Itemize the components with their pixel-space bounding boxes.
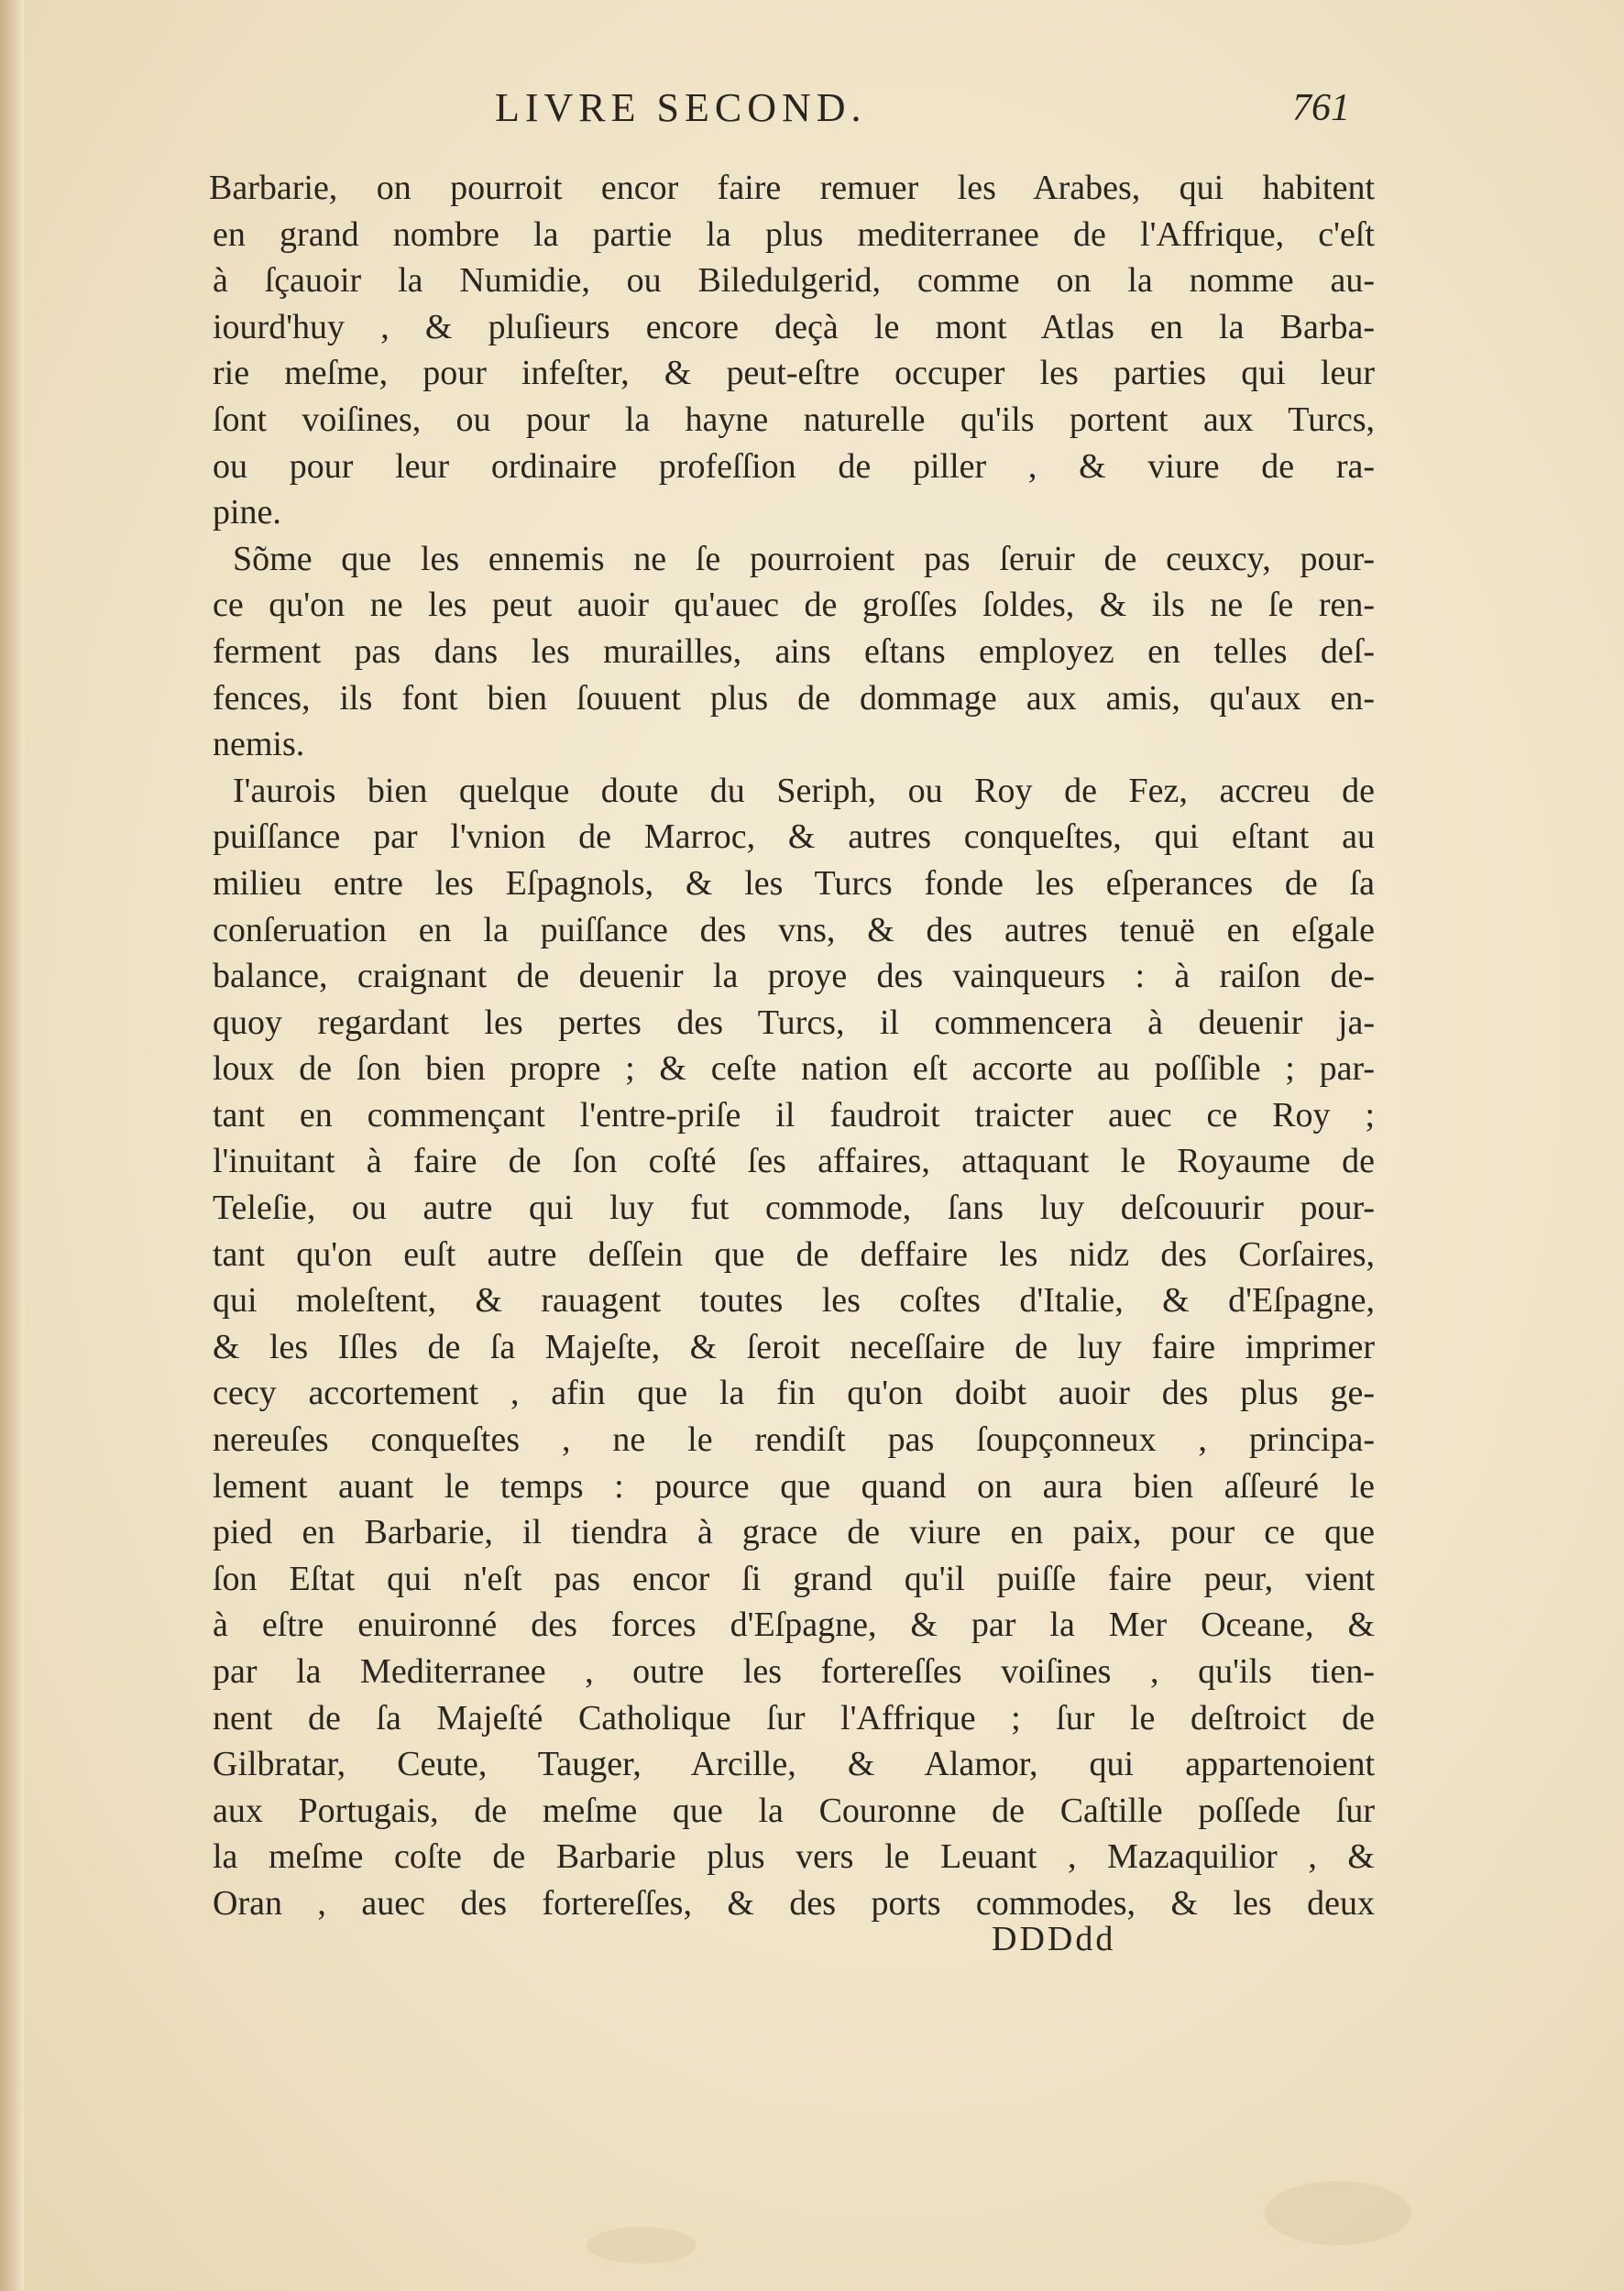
text-line: cecy accortement , afin que la fin qu'on doibt auoir des plus ge- xyxy=(213,1374,1375,1413)
paper-stain xyxy=(587,2227,697,2264)
text-line: Teleſie, ou autre qui luy fut commode, ſans luy deſcouurir pour- xyxy=(213,1189,1375,1228)
page-number: 761 xyxy=(1292,87,1350,129)
text-line: conſeruation en la puiſſance des vns, & des autres tenuë en eſgale xyxy=(213,910,1375,949)
text-line: lement auant le temps : pource que quand on aura bien aſſeuré le xyxy=(213,1466,1375,1506)
text-line: ce qu'on ne les peut auoir qu'auec de groſſes ſoldes, & ils ne ſe ren- xyxy=(213,586,1375,625)
text-line: à eſtre enuironné des forces d'Eſpagne, & par la Mer Oceane, & xyxy=(213,1606,1375,1645)
text-line: par la Mediterranee , outre les fortereſſes voiſines , qu'ils tien- xyxy=(213,1652,1375,1691)
signature-mark: DDDdd xyxy=(992,1920,1116,1958)
paper-stain xyxy=(1265,2181,1411,2245)
text-line: ou pour leur ordinaire profeſſion de piller , & viure de ra- xyxy=(213,446,1375,486)
text-line: ſont voiſines, ou pour la hayne naturelle qu'ils portent aux Turcs, xyxy=(213,400,1375,439)
text-line: rie meſme, pour infeſter, & peut-eſtre occuper les parties qui leur xyxy=(213,354,1375,393)
text-line: tant qu'on euſt autre deſſein que de deffaire les nidz des Corſaires, xyxy=(213,1234,1375,1274)
text-line: nent de ſa Majeſté Catholique ſur l'Affrique ; ſur le deſtroict de xyxy=(213,1698,1375,1737)
text-line: loux de ſon bien propre ; & ceſte nation eſt accorte au poſſible ; par- xyxy=(213,1049,1375,1089)
text-line: Gilbratar, Ceute, Tauger, Arcille, & Alamor, qui appartenoient xyxy=(213,1745,1375,1784)
text-line: Barbarie, on pourroit encor faire remuer les Arabes, qui habitent xyxy=(209,169,1375,207)
page-gutter-shadow xyxy=(0,0,24,2291)
text-line: aux Portugais, de meſme que la Couronne de Caſtille poſſede ſur xyxy=(213,1791,1375,1830)
text-line: puiſſance par l'vnion de Marroc, & autres conqueſtes, qui eſtant au xyxy=(213,817,1375,857)
text-line: pied en Barbarie, il tiendra à grace de viure en paix, pour ce que xyxy=(213,1513,1375,1552)
text-line: tant en commençant l'entre-priſe il faudroit traicter auec ce Roy ; xyxy=(213,1095,1375,1135)
text-line: à ſçauoir la Numidie, ou Biledulgerid, comme on la nomme au- xyxy=(213,261,1375,301)
text-line: quoy regardant les pertes des Turcs, il commencera à deuenir ja- xyxy=(213,1003,1375,1042)
text-line: nemis. xyxy=(213,725,305,764)
text-line: qui moleſtent, & rauagent toutes les coſtes d'Italie, & d'Eſpagne, xyxy=(213,1281,1375,1321)
running-head xyxy=(183,84,1375,148)
text-line: ferment pas dans les murailles, ains eſtans employez en telles deſ- xyxy=(213,631,1375,671)
text-line: pine. xyxy=(213,493,281,532)
text-line: la meſme coſte de Barbarie plus vers le Leuant , Mazaquilior , & xyxy=(213,1837,1375,1877)
running-head-title: LIVRE SECOND. xyxy=(495,85,867,130)
body-text xyxy=(209,165,1375,1927)
text-line: nereuſes conqueſtes , ne le rendiſt pas ſoupçonneux , principa- xyxy=(213,1420,1375,1460)
text-line: l'inuitant à faire de ſon coſté ſes affaires, attaquant le Royaume de xyxy=(213,1142,1375,1181)
text-line: fences, ils font bien ſouuent plus de dommage aux amis, qu'aux en- xyxy=(213,678,1375,718)
text-line: balance, craignant de deuenir la proye des vainqueurs : à raiſon de- xyxy=(213,957,1375,996)
text-line: Oran , auec des fortereſſes, & des ports commodes, & les deux xyxy=(213,1883,1375,1923)
text-line: iourd'huy , & pluſieurs encore deçà le mont Atlas en la Barba- xyxy=(213,307,1375,346)
text-line: & les Iſles de ſa Majeſte, & ſeroit neceſſaire de luy faire imprimer xyxy=(213,1327,1375,1366)
text-line: milieu entre les Eſpagnols, & les Turcs fonde les eſperances de ſa xyxy=(213,863,1375,903)
text-line: I'aurois bien quelque doute du Seriph, ou Roy de Fez, accreu de xyxy=(233,771,1375,810)
text-line: en grand nombre la partie la plus mediterranee de l'Affrique, c'eſt xyxy=(213,214,1375,254)
text-line: ſon Eſtat qui n'eſt pas encor ſi grand qu'il puiſſe faire peur, vient xyxy=(213,1559,1375,1598)
text-line: Sõme que les ennemis ne ſe pourroient pas ſeruir de ceuxcy, pour- xyxy=(233,539,1375,578)
